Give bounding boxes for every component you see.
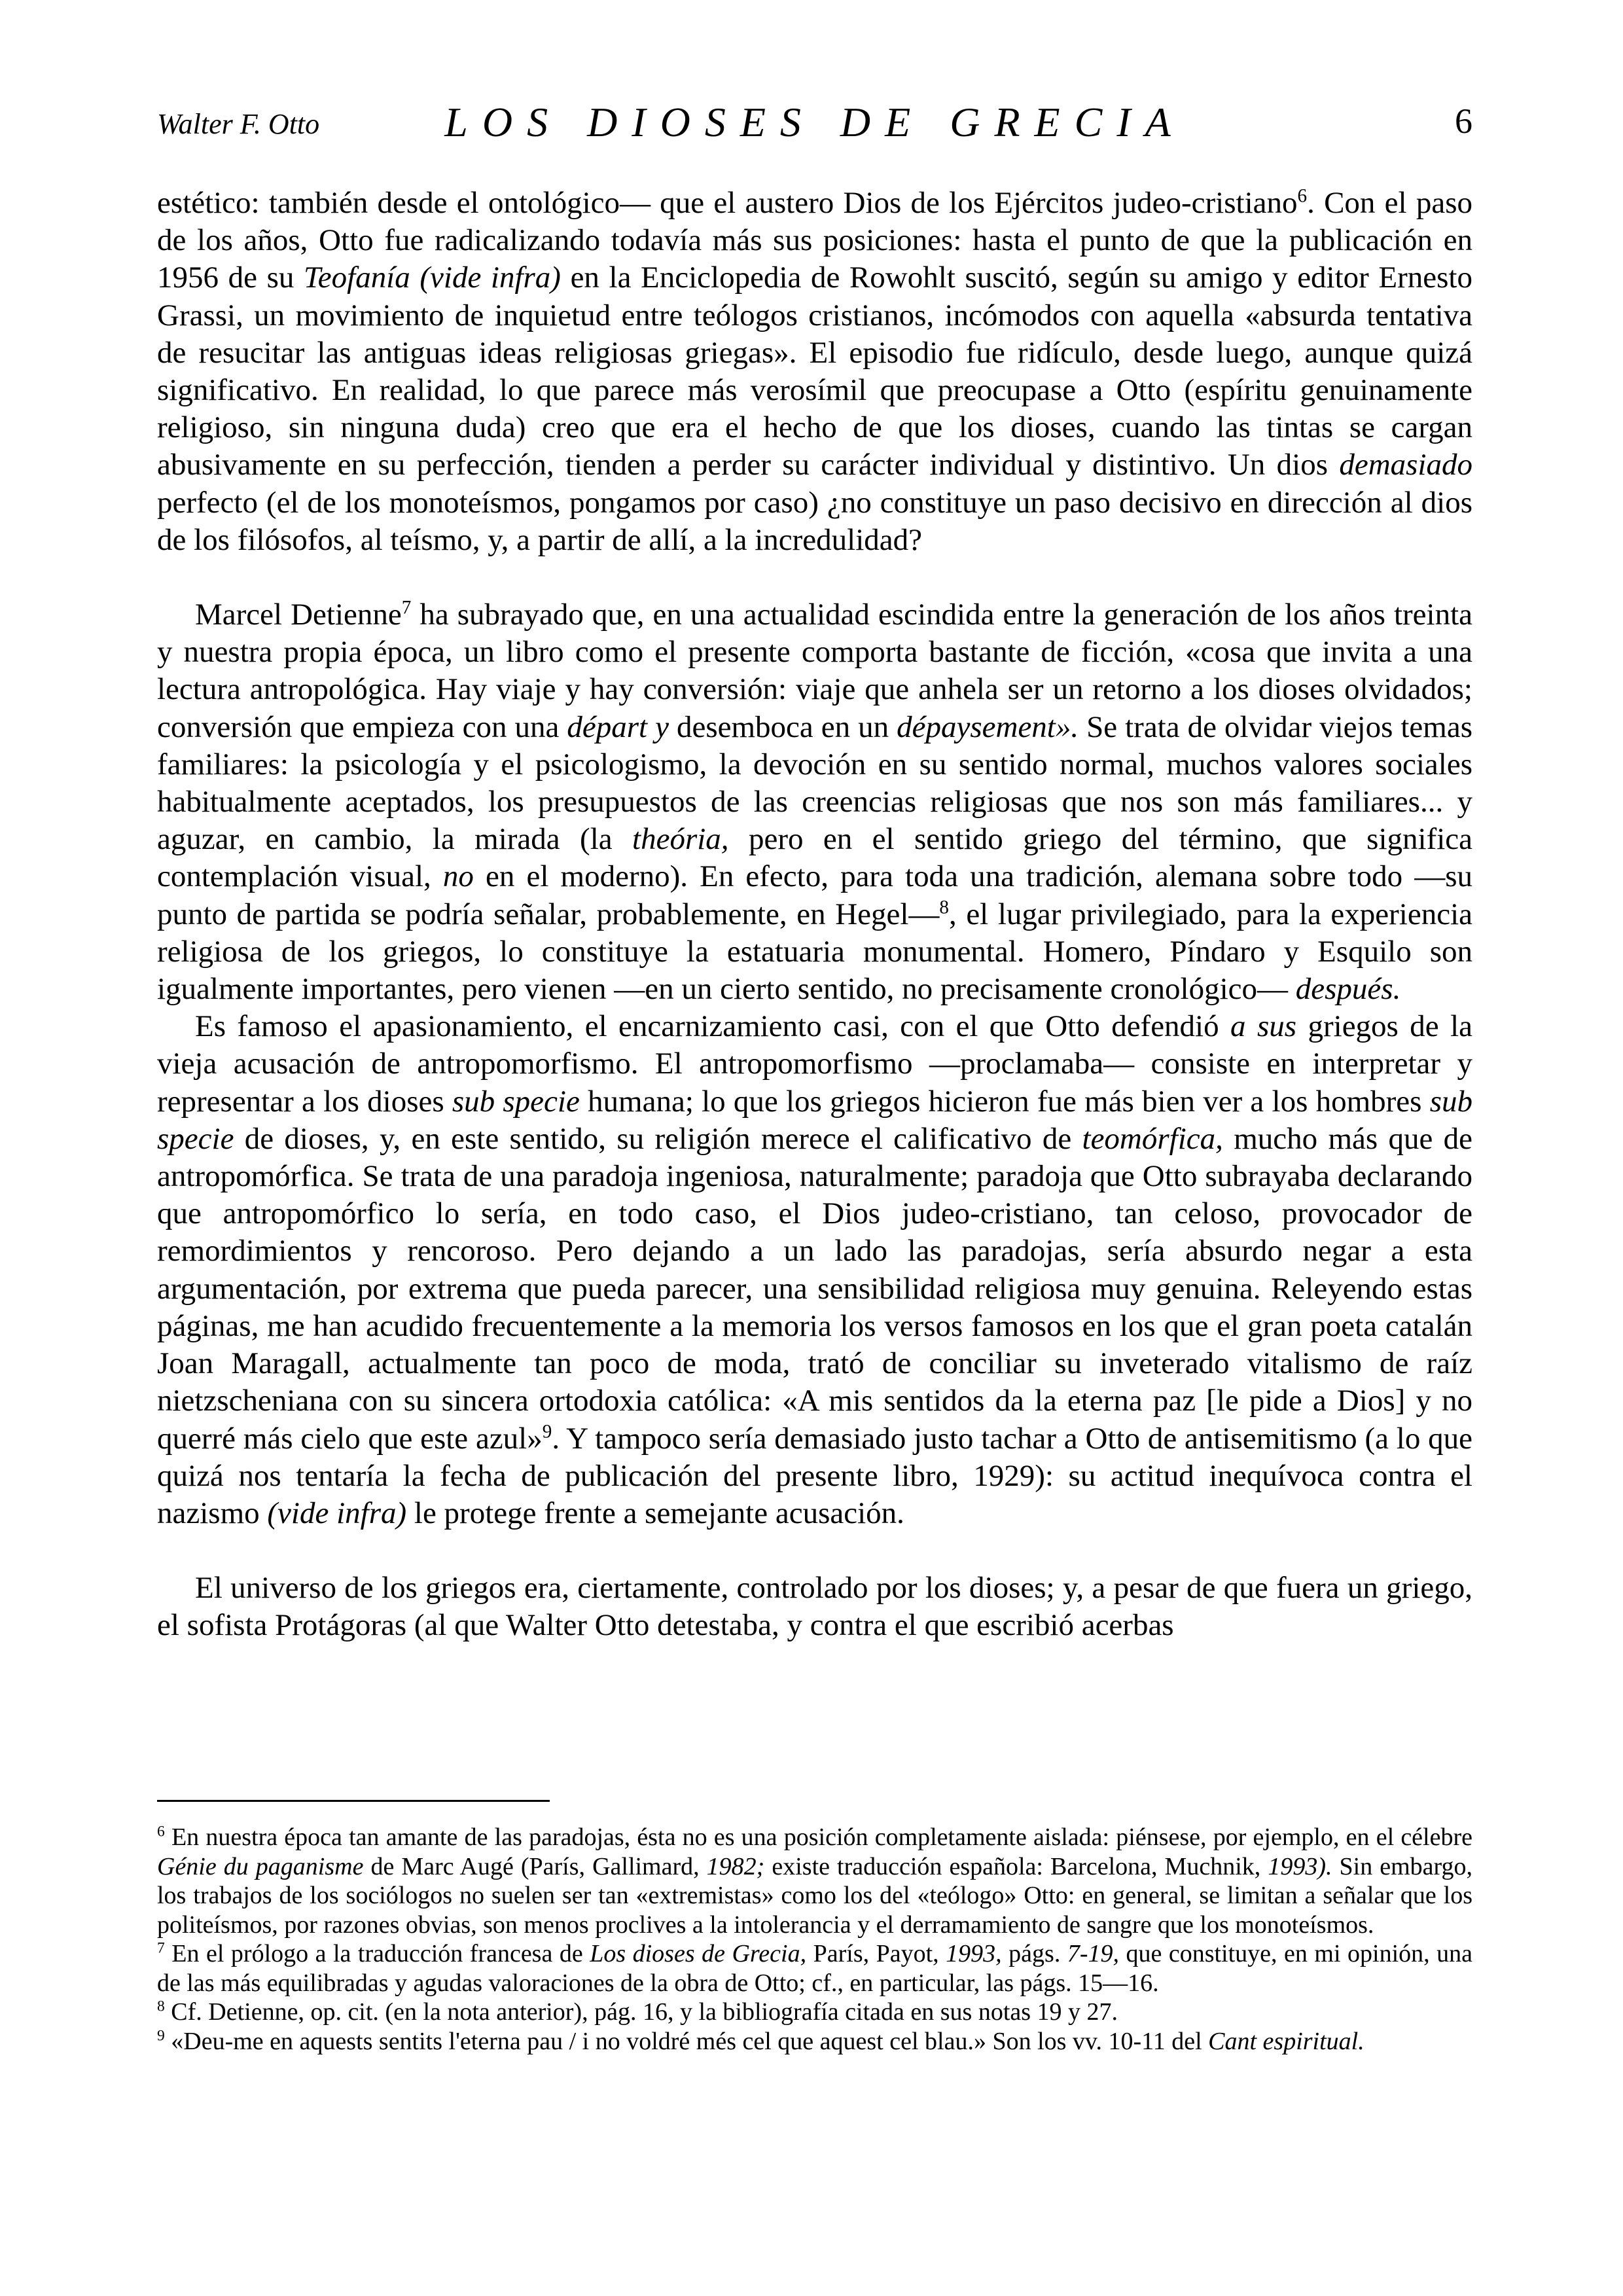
footnote-number: 6 [157,1823,165,1840]
footnote-9: $^9$ «Deu-me en aquests sentits l'eterna pau / i no voldré més cel que aquest cel blau.» Son los vv. 10-11 del Cant espiritual. [157,2026,1364,2055]
paragraph-2: Marcel Detienne$^7$ ha subrayado que, en una actualidad escindida entre la generación de los años treinta y nuestra propia época, un libro como el presente comporta bastante de ficción, «cosa que invita a una lectura antropológica. Hay viaje y hay conversión: viaje que anhela ser un retorno a los dioses olvidados; conversión que empieza con una départ y desemboca en un dépaysement». Se trata de olvidar viejos temas familiares: la psicología y el psicologismo, la devoción en su sentido normal, muchos valores sociales habitualmente aceptados, los presupuestos de las creencias religiosas que nos son más familiares... y aguzar, en cambio, la mirada (la theória, pero en el sentido griego del término, que significa contemplación visual, no en el moderno). En efecto, para toda una tradición, alemana sobre todo —su punto de partida se podría señalar, probablemente, en Hegel—$^8$, el lugar privilegiado, para la experiencia religiosa de los griegos, lo constituye la estatuaria monumental. Homero, Píndaro y Esquilo son igualmente importantes, pero vienen —en un cierto sentido, no precisamente cronológico— después. [157,597,1472,1007]
running-header [157,98,1472,157]
footnote-ref-9: 9 [542,1420,552,1442]
footnote-number: 8 [157,1998,165,2015]
footnote-7: $^7$ En el prólogo a la traducción francesa de Los dioses de Grecia, París, Payot, 1993, págs. 7-19, que constituye, en mi opinión, una de las más equilibradas y agudas valoraciones de la obra de Otto; cf., en particular, las págs. 15—16. [157,1939,1472,1997]
paragraph-3: Es famoso el apasionamiento, el encarnizamiento casi, con el que Otto defendió a sus griegos de la vieja acusación de antropomorfismo. El antropomorfismo —proclamaba— consiste en interpretar y representar a los dioses sub specie humana; lo que los griegos hicieron fue más bien ver a los hombres sub specie de dioses, y, en este sentido, su religión merece el calificativo de teomórfica, mucho más que de antropomórfica. Se trata de una paradoja ingeniosa, naturalmente; paradoja que Otto subrayaba declarando que antropomórfico lo sería, en todo caso, el Dios judeo-cristiano, tan celoso, provocador de remordimientos y rencoroso. Pero dejando a un lado las paradojas, sería absurdo negar a esta argumentación, por extrema que pueda parecer, una sensibilidad religiosa muy genuina. Releyendo estas páginas, me han acudido frecuentemente a la memoria los versos famosos en los que el gran poeta catalán Joan Maragall, actualmente tan poco de moda, trató de conciliar su inveterado vitalismo de raíz nietzscheniana con su sincera ortodoxia católica: «A mis sentidos da la eterna paz [le pide a Dios] y no querré más cielo que este azul»$^9$. Y tampoco sería demasiado justo tachar a Otto de antisemitismo (a lo que quizá nos tentaría la fecha de publicación del presente libro, 1929): su actitud inequívoca contra el nazismo (vide infra) le protege frente a semejante acusación. [157,1009,1472,1530]
footnotes [157,1823,1472,2056]
header-author: Walter F. Otto [157,108,320,140]
page-number: 6 [1455,101,1472,141]
footnote-number: 9 [157,2026,165,2044]
footnote-8: $^8$ Cf. Detienne, op. cit. (en la nota anterior), pág. 16, y la bibliografía citada en sus notas 19 y 27. [157,1998,1118,2026]
footnote-6: $^6$ En nuestra época tan amante de las paradojas, ésta no es una posición completamente aislada: piénsese, por ejemplo, en el célebre Génie du paganisme de Marc Augé (París, Gallimard, 1982; existe traducción española: Barcelona, Muchnik, 1993). Sin embargo, los trabajos de los sociólogos no suelen ser tan «extremistas» como los del «teólogo» Otto: en general, se limitan a señalar que los politeísmos, por razones obvias, son menos proclives a la intolerancia y el derramamiento de sangre que los monoteísmos. [157,1823,1472,1939]
footnote-ref-7: 7 [401,597,412,619]
body-text [157,185,1472,1645]
paragraph-1: estético: también desde el ontológico— que el austero Dios de los Ejércitos judeo-cristiano$^6$. Con el paso de los años, Otto fue radicalizando todavía más sus posiciones: hasta el punto de que la publicación en 1956 de su Teofanía (vide infra) en la Enciclopedia de Rowohlt suscitó, según su amigo y editor Ernesto Grassi, un movimiento de inquietud entre teólogos cristianos, incómodos con aquella «absurda tentativa de resucitar las antiguas ideas religiosas griegas». El episodio fue ridículo, desde luego, aunque quizá significativo. En realidad, lo que parece más verosímil que preocupase a Otto (espíritu genuinamente religioso, sin ninguna duda) creo que era el hecho de que los dioses, cuando las tintas se cargan abusivamente en su perfección, tienden a perder su carácter individual y distintivo. Un dios demasiado perfecto (el de los monoteísmos, pongamos por caso) ¿no constituye un paso decisivo en dirección al dios de los filósofos, al teísmo, y, a partir de allí, a la incredulidad? [157,185,1472,557]
paragraph-4: El universo de los griegos era, ciertamente, controlado por los dioses; y, a pesar de que fuera un griego, el sofista Protágoras (al que Walter Otto detestaba, y contra el que escribió acerbas [157,1571,1472,1643]
footnote-number: 7 [157,1939,165,1957]
footnote-ref-6: 6 [1297,185,1308,207]
footnote-separator [157,1800,550,1802]
header-book-title: LOS DIOSES DE GRECIA [444,99,1185,145]
footnote-ref-8: 8 [939,897,949,918]
